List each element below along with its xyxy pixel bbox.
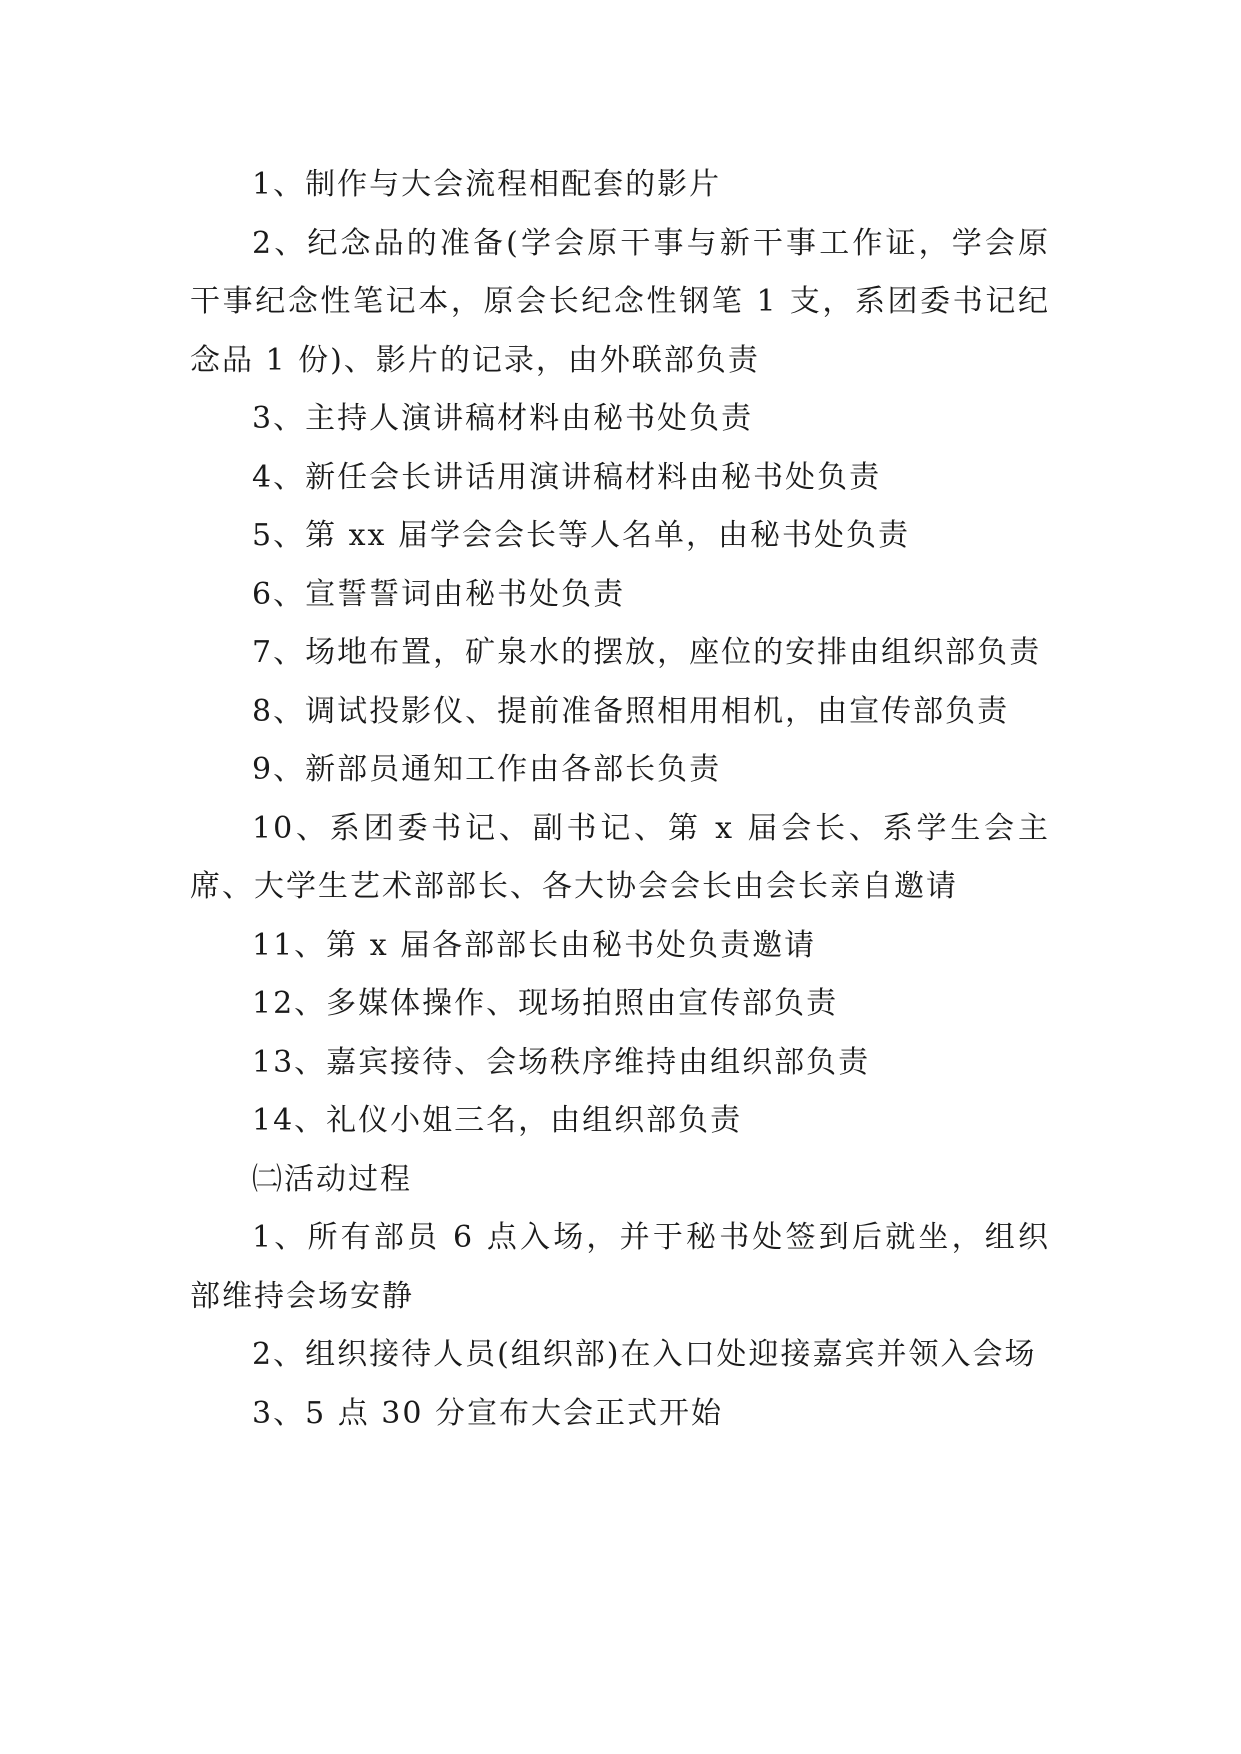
paragraph-item-10: 10、系团委书记、副书记、第 x 届会长、系学生会主席、大学生艺术部部长、各大协会会长由会长亲自邀请: [190, 810, 1050, 904]
paragraph-item-3: 3、主持人演讲稿材料由秘书处负责: [252, 401, 754, 436]
paragraph-item-6: 6、宣誓誓词由秘书处负责: [252, 576, 626, 612]
paragraph-item-9: 9、新部员通知工作由各部长负责: [252, 752, 722, 787]
process-item-2: 2、组织接待人员(组织部)在入口处迎接嘉宾并领入会场: [252, 1337, 1037, 1372]
process-item-1: 1、所有部员 6 点入场，并于秘书处签到后就坐，组织部维持会场安静: [190, 1220, 1050, 1314]
paragraph-item-8: 8、调试投影仪、提前准备照相用相机，由宣传部负责: [252, 693, 1010, 729]
paragraph-item-14: 14、礼仪小姐三名，由组织部负责: [252, 1103, 743, 1138]
paragraph-item-12: 12、多媒体操作、现场拍照由宣传部负责: [252, 986, 839, 1021]
process-item-3: 3、5 点 30 分宣布大会正式开始: [252, 1395, 723, 1431]
section-heading-activity-process: ㈡活动过程: [252, 1161, 412, 1197]
paragraph-item-2: 2、纪念品的准备(学会原干事与新干事工作证，学会原干事纪念性笔记本，原会长纪念性钢笔 1 支，系团委书记纪念品 1 份)、影片的记录，由外联部负责: [190, 225, 1050, 378]
document-body: [190, 156, 1050, 1443]
paragraph-item-11: 11、第 x 届各部部长由秘书处负责邀请: [252, 927, 817, 963]
paragraph-item-13: 13、嘉宾接待、会场秩序维持由组织部负责: [252, 1044, 871, 1080]
paragraph-item-7: 7、场地布置，矿泉水的摆放，座位的安排由组织部负责: [252, 635, 1042, 670]
paragraph-item-5: 5、第 xx 届学会会长等人名单，由秘书处负责: [252, 518, 910, 553]
paragraph-item-1: 1、制作与大会流程相配套的影片: [252, 167, 722, 202]
paragraph-item-4: 4、新任会长讲话用演讲稿材料由秘书处负责: [252, 459, 882, 495]
